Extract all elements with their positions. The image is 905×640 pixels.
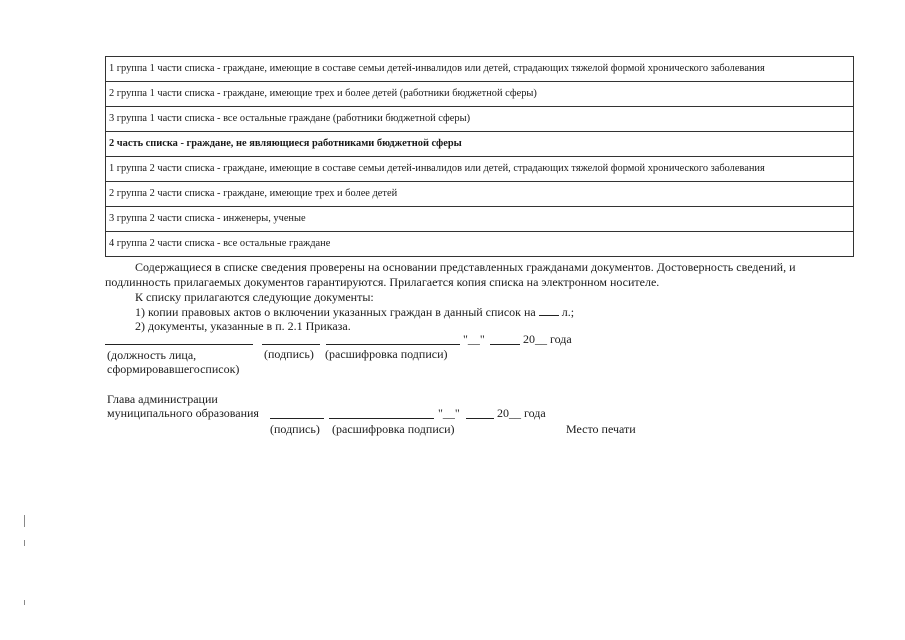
year-word-1: года <box>550 332 572 346</box>
stamp-place: Место печати <box>566 422 636 436</box>
signature-blank-2[interactable] <box>270 407 324 419</box>
caption-decoding-1: (расшифровка подписи) <box>325 347 448 361</box>
year-1 <box>523 332 572 347</box>
head-title-line-1: Глава администрации <box>107 392 218 406</box>
group-cell: 3 группа 2 части списка - инженеры, ученые <box>106 207 854 232</box>
group-cell: 1 группа 2 части списка - граждане, имеющие в составе семьи детей-инвалидов или детей, страдающих тяжелой формой хронического заболевания <box>106 157 854 182</box>
head-title-line-2: муниципального образования <box>107 406 259 420</box>
year-prefix-2: 20__ <box>497 406 521 420</box>
table-row <box>106 207 854 232</box>
group-cell: 3 группа 1 части списка - все остальные граждане (работники бюджетной сферы) <box>106 107 854 132</box>
position-blank[interactable] <box>105 333 253 345</box>
table-row <box>106 82 854 107</box>
decoding-blank-1[interactable] <box>326 333 460 345</box>
table-row <box>106 132 854 157</box>
date-quote-2: "__" <box>438 406 460 420</box>
attachment-item-1-text: 1) копии правовых актов о включении указанных граждан в данный список на <box>135 305 536 319</box>
table-row <box>106 232 854 257</box>
caption-decoding-2: (расшифровка подписи) <box>332 422 455 436</box>
group-cell: 2 группа 1 части списка - граждане, имеющие трех и более детей (работники бюджетной сферы) <box>106 82 854 107</box>
attachments-intro: К списку прилагаются следующие документы: <box>135 290 374 304</box>
month-blank-1[interactable] <box>490 333 520 345</box>
decoding-blank-2[interactable] <box>329 407 434 419</box>
attachment-item-1 <box>135 304 574 320</box>
group-cell: 4 группа 2 части списка - все остальные граждане <box>106 232 854 257</box>
year-prefix-1: 20__ <box>523 332 547 346</box>
table-row <box>106 107 854 132</box>
group-cell: 1 группа 1 части списка - граждане, имеющие в составе семьи детей-инвалидов или детей, страдающих тяжелой формой хронического заболевания <box>106 57 854 82</box>
table-row <box>106 57 854 82</box>
table-row <box>106 182 854 207</box>
section-heading-cell: 2 часть списка - граждане, не являющиеся работниками бюджетной сферы <box>106 132 854 157</box>
verification-paragraph <box>105 260 850 290</box>
caption-signature-2: (подпись) <box>270 422 320 436</box>
table-row <box>106 157 854 182</box>
scan-mark <box>24 515 25 527</box>
verification-text: Содержащиеся в списке сведения проверены на основании представленных гражданами документов. Достоверность сведений, и подлинность прилагаемых документов гарантируются. Прилагается копия списка на электронном носителе. <box>105 260 796 289</box>
attachment-item-1-suffix: л.; <box>561 305 575 319</box>
scan-mark <box>24 600 25 605</box>
group-cell: 2 группа 2 части списка - граждане, имеющие трех и более детей <box>106 182 854 207</box>
year-word-2: года <box>524 406 546 420</box>
scan-mark <box>24 540 25 546</box>
caption-signature-1: (подпись) <box>264 347 314 361</box>
groups-table <box>105 56 854 257</box>
year-2 <box>497 406 546 421</box>
caption-position-2: сформировавшегосписок) <box>107 362 240 376</box>
attachment-item-2: 2) документы, указанные в п. 2.1 Приказа. <box>135 319 351 333</box>
month-blank-2[interactable] <box>466 407 494 419</box>
sheets-count-blank[interactable] <box>539 304 559 316</box>
signature-blank-1[interactable] <box>262 333 320 345</box>
caption-position: (должность лица, <box>107 348 197 362</box>
date-quote-1: "__" <box>463 332 485 346</box>
